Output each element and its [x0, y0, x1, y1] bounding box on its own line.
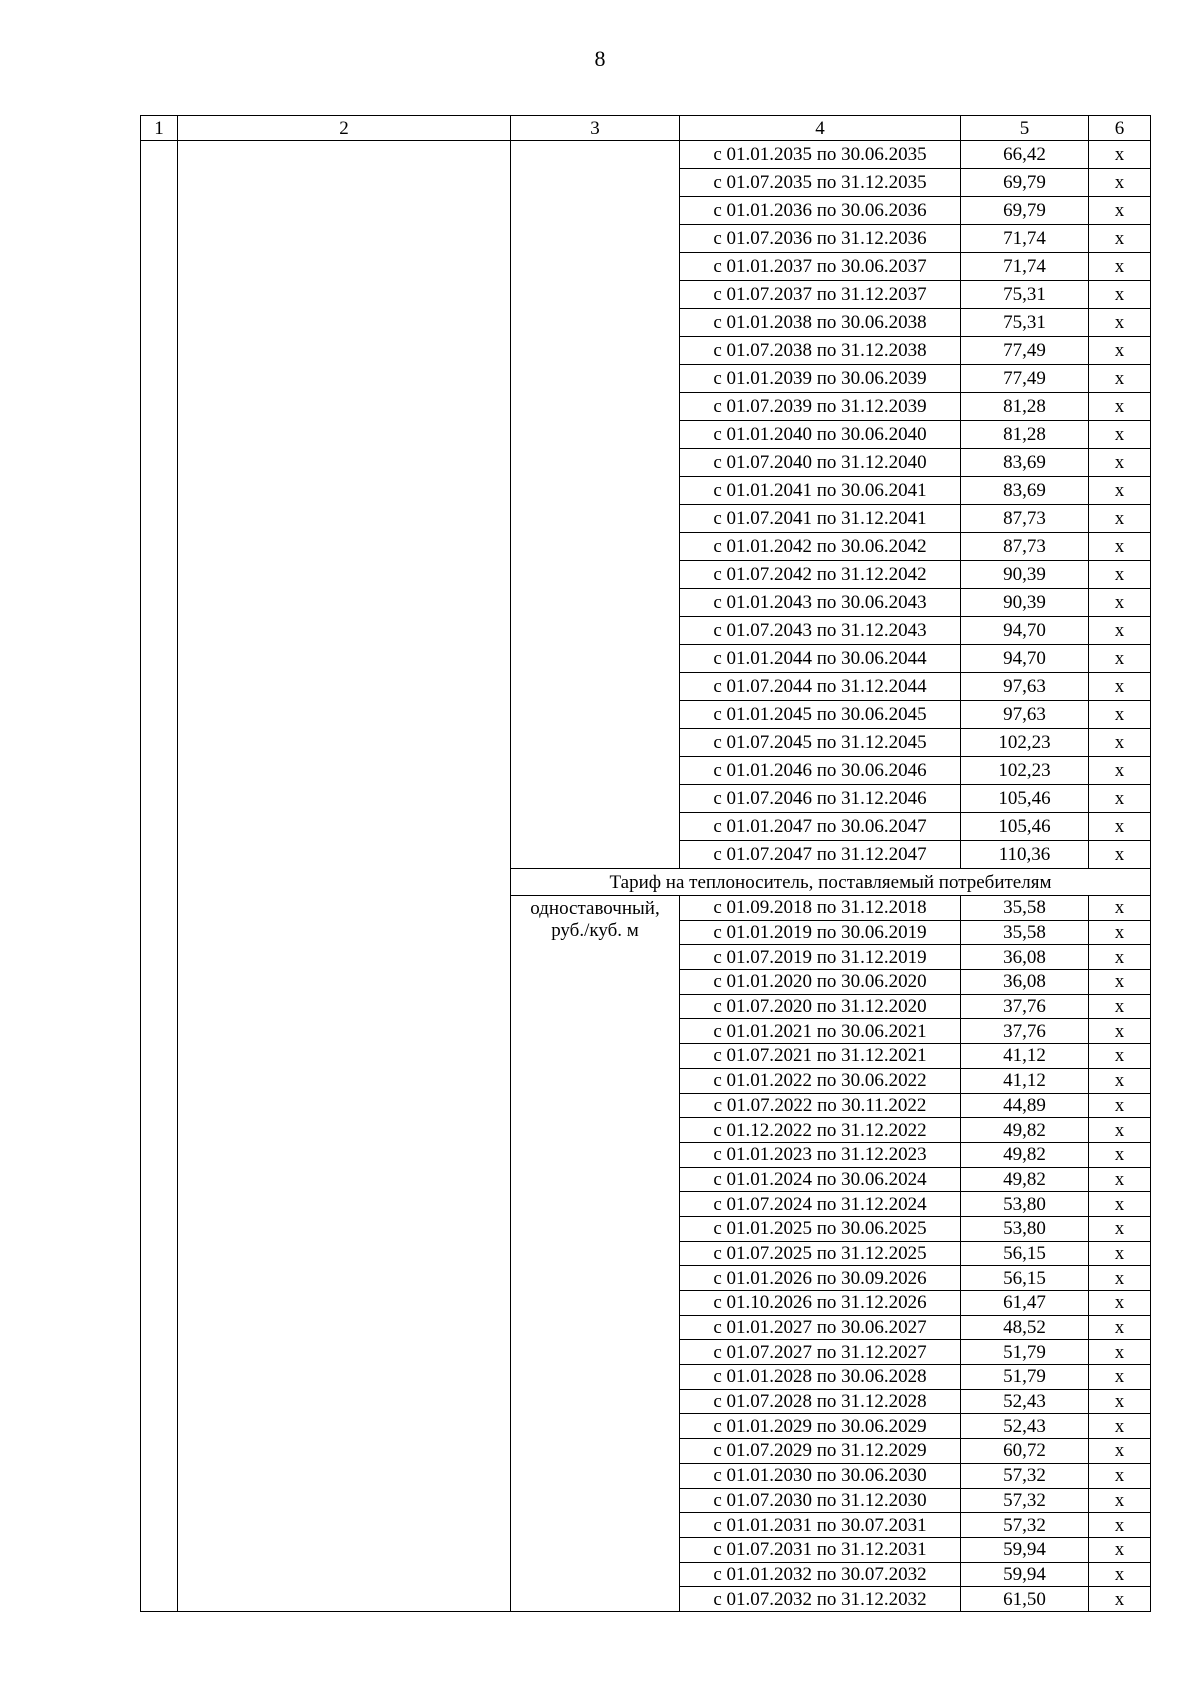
period-cell: с 01.01.2042 по 30.06.2042	[680, 533, 961, 561]
period-cell: с 01.01.2036 по 30.06.2036	[680, 197, 961, 225]
period-cell: с 01.01.2020 по 30.06.2020	[680, 970, 961, 995]
mark-cell: х	[1089, 1340, 1151, 1365]
mark-cell: х	[1089, 785, 1151, 813]
mark-cell: х	[1089, 945, 1151, 970]
value-cell: 97,63	[961, 673, 1089, 701]
row-number-cell-merged	[141, 141, 178, 1612]
value-cell: 44,89	[961, 1093, 1089, 1118]
period-cell: с 01.07.2019 по 31.12.2019	[680, 945, 961, 970]
value-cell: 71,74	[961, 253, 1089, 281]
value-cell: 110,36	[961, 841, 1089, 869]
mark-cell: х	[1089, 449, 1151, 477]
period-cell: с 01.01.2025 по 30.06.2025	[680, 1216, 961, 1241]
value-cell: 35,58	[961, 920, 1089, 945]
period-cell: с 01.07.2037 по 31.12.2037	[680, 281, 961, 309]
period-cell: с 01.01.2024 по 30.06.2024	[680, 1167, 961, 1192]
mark-cell: х	[1089, 1093, 1151, 1118]
mark-cell: х	[1089, 1019, 1151, 1044]
mark-cell: х	[1089, 1291, 1151, 1316]
value-cell: 57,32	[961, 1488, 1089, 1513]
period-cell: с 01.01.2035 по 30.06.2035	[680, 141, 961, 169]
mark-cell: х	[1089, 813, 1151, 841]
section-title: Тариф на теплоноситель, поставляемый потребителям	[511, 869, 1151, 896]
period-cell: с 01.07.2047 по 31.12.2047	[680, 841, 961, 869]
mark-cell: х	[1089, 1167, 1151, 1192]
mark-cell: х	[1089, 645, 1151, 673]
period-cell: с 01.01.2037 по 30.06.2037	[680, 253, 961, 281]
value-cell: 56,15	[961, 1266, 1089, 1291]
tariff-type-cell-merged	[511, 141, 680, 869]
mark-cell: х	[1089, 920, 1151, 945]
name-cell-merged	[178, 141, 511, 1612]
value-cell: 69,79	[961, 197, 1089, 225]
value-cell: 35,58	[961, 896, 1089, 921]
value-cell: 36,08	[961, 970, 1089, 995]
mark-cell: х	[1089, 365, 1151, 393]
period-cell: с 01.01.2038 по 30.06.2038	[680, 309, 961, 337]
period-cell: с 01.07.2041 по 31.12.2041	[680, 505, 961, 533]
period-cell: с 01.07.2020 по 31.12.2020	[680, 994, 961, 1019]
period-cell: с 01.01.2032 по 30.07.2032	[680, 1562, 961, 1587]
period-cell: с 01.01.2040 по 30.06.2040	[680, 421, 961, 449]
mark-cell: х	[1089, 281, 1151, 309]
period-cell: с 01.07.2027 по 31.12.2027	[680, 1340, 961, 1365]
value-cell: 37,76	[961, 994, 1089, 1019]
mark-cell: х	[1089, 253, 1151, 281]
mark-cell: х	[1089, 1315, 1151, 1340]
mark-cell: х	[1089, 1439, 1151, 1464]
value-cell: 41,12	[961, 1044, 1089, 1069]
column-header-5: 5	[961, 116, 1089, 141]
column-header-1: 1	[141, 116, 178, 141]
mark-cell: х	[1089, 477, 1151, 505]
mark-cell: х	[1089, 589, 1151, 617]
mark-cell: х	[1089, 617, 1151, 645]
value-cell: 83,69	[961, 477, 1089, 505]
column-header-4: 4	[680, 116, 961, 141]
mark-cell: х	[1089, 994, 1151, 1019]
period-cell: с 01.07.2043 по 31.12.2043	[680, 617, 961, 645]
period-cell: с 01.07.2038 по 31.12.2038	[680, 337, 961, 365]
mark-cell: х	[1089, 970, 1151, 995]
value-cell: 57,32	[961, 1463, 1089, 1488]
mark-cell: х	[1089, 1068, 1151, 1093]
period-cell: с 01.07.2035 по 31.12.2035	[680, 169, 961, 197]
value-cell: 94,70	[961, 645, 1089, 673]
tariff-table-body	[141, 116, 1151, 1612]
value-cell: 90,39	[961, 589, 1089, 617]
value-cell: 71,74	[961, 225, 1089, 253]
value-cell: 87,73	[961, 505, 1089, 533]
mark-cell: х	[1089, 1266, 1151, 1291]
mark-cell: х	[1089, 1414, 1151, 1439]
period-cell: с 01.07.2028 по 31.12.2028	[680, 1389, 961, 1414]
value-cell: 53,80	[961, 1216, 1089, 1241]
mark-cell: х	[1089, 1562, 1151, 1587]
value-cell: 77,49	[961, 365, 1089, 393]
value-cell: 90,39	[961, 561, 1089, 589]
value-cell: 56,15	[961, 1241, 1089, 1266]
mark-cell: х	[1089, 1587, 1151, 1612]
value-cell: 49,82	[961, 1167, 1089, 1192]
period-cell: с 01.01.2022 по 30.06.2022	[680, 1068, 961, 1093]
value-cell: 49,82	[961, 1142, 1089, 1167]
column-number-header-row	[141, 116, 1151, 141]
period-cell: с 01.01.2027 по 30.06.2027	[680, 1315, 961, 1340]
mark-cell: х	[1089, 561, 1151, 589]
mark-cell: х	[1089, 393, 1151, 421]
table-row	[141, 141, 1151, 169]
value-cell: 57,32	[961, 1513, 1089, 1538]
period-cell: с 01.01.2031 по 30.07.2031	[680, 1513, 961, 1538]
period-cell: с 01.12.2022 по 31.12.2022	[680, 1118, 961, 1143]
period-cell: с 01.07.2039 по 31.12.2039	[680, 393, 961, 421]
period-cell: с 01.01.2041 по 30.06.2041	[680, 477, 961, 505]
value-cell: 61,50	[961, 1587, 1089, 1612]
value-cell: 75,31	[961, 281, 1089, 309]
value-cell: 81,28	[961, 393, 1089, 421]
column-header-3: 3	[511, 116, 680, 141]
value-cell: 83,69	[961, 449, 1089, 477]
value-cell: 66,42	[961, 141, 1089, 169]
tariff-type-cell: одноставочный, руб./куб. м	[511, 896, 680, 1612]
period-cell: с 01.01.2023 по 31.12.2023	[680, 1142, 961, 1167]
mark-cell: х	[1089, 169, 1151, 197]
period-cell: с 01.10.2026 по 31.12.2026	[680, 1291, 961, 1316]
value-cell: 59,94	[961, 1537, 1089, 1562]
period-cell: с 01.01.2028 по 30.06.2028	[680, 1365, 961, 1390]
value-cell: 36,08	[961, 945, 1089, 970]
period-cell: с 01.01.2021 по 30.06.2021	[680, 1019, 961, 1044]
period-cell: с 01.01.2019 по 30.06.2019	[680, 920, 961, 945]
mark-cell: х	[1089, 421, 1151, 449]
mark-cell: х	[1089, 309, 1151, 337]
value-cell: 102,23	[961, 757, 1089, 785]
column-header-2: 2	[178, 116, 511, 141]
period-cell: с 01.07.2044 по 31.12.2044	[680, 673, 961, 701]
period-cell: с 01.07.2021 по 31.12.2021	[680, 1044, 961, 1069]
mark-cell: х	[1089, 337, 1151, 365]
period-cell: с 01.01.2047 по 30.06.2047	[680, 813, 961, 841]
value-cell: 97,63	[961, 701, 1089, 729]
value-cell: 105,46	[961, 813, 1089, 841]
mark-cell: х	[1089, 1044, 1151, 1069]
value-cell: 51,79	[961, 1340, 1089, 1365]
mark-cell: х	[1089, 1241, 1151, 1266]
mark-cell: х	[1089, 1537, 1151, 1562]
value-cell: 49,82	[961, 1118, 1089, 1143]
period-cell: с 01.01.2026 по 30.09.2026	[680, 1266, 961, 1291]
mark-cell: х	[1089, 1365, 1151, 1390]
mark-cell: х	[1089, 1463, 1151, 1488]
mark-cell: х	[1089, 673, 1151, 701]
mark-cell: х	[1089, 1389, 1151, 1414]
column-header-6: 6	[1089, 116, 1151, 141]
period-cell: с 01.01.2045 по 30.06.2045	[680, 701, 961, 729]
mark-cell: х	[1089, 1142, 1151, 1167]
value-cell: 41,12	[961, 1068, 1089, 1093]
period-cell: с 01.07.2029 по 31.12.2029	[680, 1439, 961, 1464]
value-cell: 69,79	[961, 169, 1089, 197]
period-cell: с 01.07.2022 по 30.11.2022	[680, 1093, 961, 1118]
period-cell: с 01.01.2043 по 30.06.2043	[680, 589, 961, 617]
mark-cell: х	[1089, 141, 1151, 169]
mark-cell: х	[1089, 197, 1151, 225]
value-cell: 81,28	[961, 421, 1089, 449]
value-cell: 102,23	[961, 729, 1089, 757]
tariff-table	[140, 115, 1151, 1612]
period-cell: с 01.07.2040 по 31.12.2040	[680, 449, 961, 477]
period-cell: с 01.07.2046 по 31.12.2046	[680, 785, 961, 813]
mark-cell: х	[1089, 1216, 1151, 1241]
mark-cell: х	[1089, 729, 1151, 757]
value-cell: 105,46	[961, 785, 1089, 813]
value-cell: 52,43	[961, 1414, 1089, 1439]
value-cell: 48,52	[961, 1315, 1089, 1340]
period-cell: с 01.01.2030 по 30.06.2030	[680, 1463, 961, 1488]
period-cell: с 01.01.2029 по 30.06.2029	[680, 1414, 961, 1439]
page-number: 8	[594, 46, 606, 71]
value-cell: 77,49	[961, 337, 1089, 365]
period-cell: с 01.07.2032 по 31.12.2032	[680, 1587, 961, 1612]
period-cell: с 01.07.2030 по 31.12.2030	[680, 1488, 961, 1513]
mark-cell: х	[1089, 757, 1151, 785]
value-cell: 59,94	[961, 1562, 1089, 1587]
mark-cell: х	[1089, 1118, 1151, 1143]
mark-cell: х	[1089, 1192, 1151, 1217]
period-cell: с 01.07.2045 по 31.12.2045	[680, 729, 961, 757]
period-cell: с 01.07.2025 по 31.12.2025	[680, 1241, 961, 1266]
mark-cell: х	[1089, 1513, 1151, 1538]
mark-cell: х	[1089, 533, 1151, 561]
value-cell: 37,76	[961, 1019, 1089, 1044]
value-cell: 75,31	[961, 309, 1089, 337]
mark-cell: х	[1089, 505, 1151, 533]
value-cell: 53,80	[961, 1192, 1089, 1217]
period-cell: с 01.01.2044 по 30.06.2044	[680, 645, 961, 673]
value-cell: 60,72	[961, 1439, 1089, 1464]
value-cell: 51,79	[961, 1365, 1089, 1390]
period-cell: с 01.09.2018 по 31.12.2018	[680, 896, 961, 921]
value-cell: 61,47	[961, 1291, 1089, 1316]
period-cell: с 01.07.2024 по 31.12.2024	[680, 1192, 961, 1217]
period-cell: с 01.07.2042 по 31.12.2042	[680, 561, 961, 589]
mark-cell: х	[1089, 225, 1151, 253]
period-cell: с 01.07.2036 по 31.12.2036	[680, 225, 961, 253]
value-cell: 87,73	[961, 533, 1089, 561]
value-cell: 94,70	[961, 617, 1089, 645]
mark-cell: х	[1089, 701, 1151, 729]
period-cell: с 01.01.2039 по 30.06.2039	[680, 365, 961, 393]
mark-cell: х	[1089, 896, 1151, 921]
period-cell: с 01.07.2031 по 31.12.2031	[680, 1537, 961, 1562]
mark-cell: х	[1089, 1488, 1151, 1513]
period-cell: с 01.01.2046 по 30.06.2046	[680, 757, 961, 785]
value-cell: 52,43	[961, 1389, 1089, 1414]
mark-cell: х	[1089, 841, 1151, 869]
